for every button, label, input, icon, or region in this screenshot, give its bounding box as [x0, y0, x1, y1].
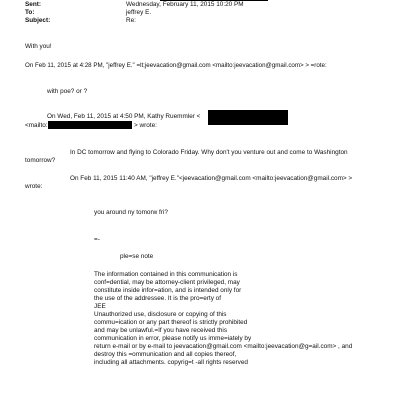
separator-dash: =-	[94, 236, 100, 243]
redaction-box-mailto	[48, 121, 132, 129]
disclaimer-line: constitute inside infor=ation, and is intended only for	[94, 287, 242, 294]
disclaimer-line: Unauthorized use, disclosure or copying of this	[94, 311, 227, 318]
quote2-header-a: On Wed, Feb 11, 2015 at 4:50 PM, Kathy Ruemmler <	[47, 113, 201, 120]
quote1-header: On Feb 11, 2015 at 4:28 PM, "jeffrey E." =lt;jeevacation@gmail.com <mailto:jeevacation@gmail.com> > =rote:	[25, 62, 327, 69]
sent-label: Sent:	[25, 1, 41, 8]
quote1-text: with poe? or ?	[47, 88, 88, 95]
disclaimer-line: including all attachments. copyrig=t -all rights reserved	[94, 359, 248, 366]
redaction-box-email	[208, 110, 288, 125]
subject-value: Re:	[126, 17, 136, 24]
reply-text: With you!	[25, 43, 52, 50]
subject-label: Subject:	[25, 17, 51, 24]
disclaimer-line: communication in error, please notify us imme=iately by	[94, 335, 252, 342]
disclaimer-line: the use of the addressee. It is the pro=erty of	[94, 295, 222, 302]
quote3-text: you around ny tomorw fri?	[94, 209, 168, 216]
disclaimer-line: commu=ication or any part thereof is strictly prohibited	[94, 319, 248, 326]
quote3-header-line2: wrote:	[25, 183, 43, 190]
disclaimer-line: and may be unlawful.=If you have received this	[94, 327, 228, 334]
to-value: jeffrey E.	[126, 9, 152, 16]
disclaimer-line: The information contained in this communication is	[94, 271, 238, 278]
quote2-text-line1: In DC tomorrow and flying to Colorado Friday. Why don't you venture out and come to Washington	[70, 149, 348, 156]
disclaimer-line: destroy this =ommunication and all copies thereof,	[94, 351, 237, 358]
quote2-header-b-prefix: <mailto:	[25, 122, 48, 129]
please-note: ple=se note	[120, 253, 154, 260]
disclaimer-line: JEE	[94, 303, 106, 310]
disclaimer-line: return e-mail or by e-mail to jeevacation@gmail.com <mailto:jeevacation@g=ail.com> , and	[94, 343, 353, 350]
quote2-text-line2: tomorrow?	[25, 157, 56, 164]
disclaimer-line: conf=dential, may be attorney-client privileged, may	[94, 279, 240, 286]
to-label: To:	[25, 9, 35, 16]
quote3-header-line1: On Feb 11, 2015 11:40 AM, "jeffrey E."<jeevacation@gmail.com <mailto:jeevacation@gmail.com> >	[70, 175, 353, 182]
sent-value: Wednesday, February 11, 2015 10:20 PM	[126, 1, 244, 8]
quote2-header-b-suffix: > wrote:	[134, 122, 157, 129]
